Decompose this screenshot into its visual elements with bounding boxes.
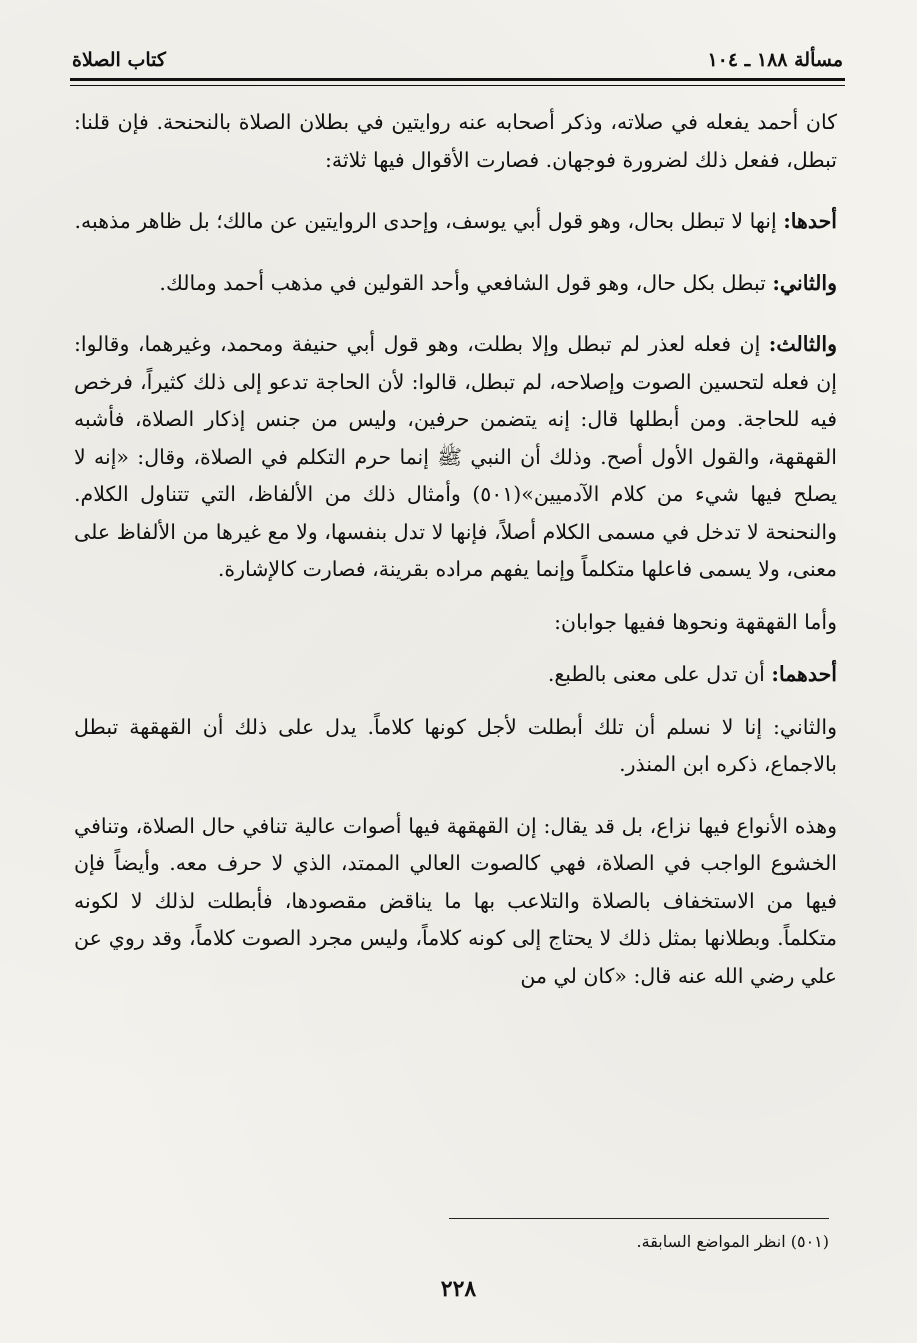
- paragraph: والثاني: تبطل بكل حال، وهو قول الشافعي وأحد القولين في مذهب أحمد ومالك.: [159, 270, 837, 295]
- footnote-rule: [449, 1218, 829, 1219]
- issue-range: مسألة ١٨٨ ـ ١٠٤: [707, 49, 843, 71]
- header-rule-thin: [70, 85, 845, 86]
- paragraph: وهذه الأنواع فيها نزاع، بل قد يقال: إن القهقهة فيها أصوات عالية تنافي حال الصلاة، وتنافي الخشوع الواجب في الصلاة، فهي كالصوت العالي الممتد، الذي لا حرف معه. وأيضاً فإن فيها من الاستخفاف بالصلاة والتلاعب بها ما يناقض مقصودها، فأبطلت لذلك لا لكونه متكلماً. وبطلانها بمثل ذلك لا يحتاج إلى كونه كلاماً، وليس مجرد الصوت كلاماً، وقد روي عن علي رضي الله عنه قال: «كان لي من: [74, 813, 837, 988]
- running-header: [72, 44, 843, 76]
- paragraph: والثالث: إن فعله لعذر لم تبطل وإلا بطلت، وهو قول أبي حنيفة ومحمد، وغيرهما، وقالوا: إن فعله لتحسين الصوت وإصلاحه، لم تبطل، قالوا: لأن الحاجة تدعو إلى ذلك كثيراً، فرخص فيه للحاجة. ومن أبطلها قال: إنه يتضمن حرفين، وليس من جنس إذكار الصلاة، فأشبه القهقهة، والقول الأول أصح. وذلك أن النبي ﷺ إنما حرم التكلم في الصلاة، وقال: «إنه لا يصلح فيها شيء من كلام الآدميين»(٥٠١) وأمثال ذلك من الألفاظ، التي تتناول الكلام. والنحنحة لا تدخل في مسمى الكلام أصلاً، فإنها لا تدل بنفسها، ولا مع غيرها من الألفاظ على معنى، ولا يسمى فاعلها متكلماً وإنما يفهم مراده بقرينة، فصارت كالإشارة.: [74, 332, 837, 581]
- paragraph: أحدها: إنها لا تبطل بحال، وهو قول أبي يوسف، وإحدى الروايتين عن مالك؛ بل ظاهر مذهبه.: [74, 209, 837, 233]
- footnote: (٥٠١) انظر المواضع السابقة.: [636, 1232, 829, 1251]
- paragraph: أحدهما: أن تدل على معنى بالطبع.: [547, 662, 837, 686]
- header-rule-thick: [70, 78, 845, 81]
- page-number: ٢٢٨: [440, 1276, 477, 1302]
- book-title: كتاب الصلاة: [72, 49, 166, 71]
- paragraph: وأما القهقهة ونحوها ففيها جوابان:: [554, 609, 837, 634]
- paragraph: كان أحمد يفعله في صلاته، وذكر أصحابه عنه روايتين في بطلان الصلاة بالنحنحة. فإن قلنا: تبطل، ففعل ذلك لضرورة فوجهان. فصارت الأقوال فيها ثلاثة:: [74, 110, 837, 172]
- main-text: [74, 104, 837, 1010]
- paragraph: والثاني: إنا لا نسلم أن تلك أبطلت لأجل كونها كلاماً. يدل على ذلك أن القهقهة تبطل بالاجماع، ذكره ابن المنذر.: [74, 714, 837, 776]
